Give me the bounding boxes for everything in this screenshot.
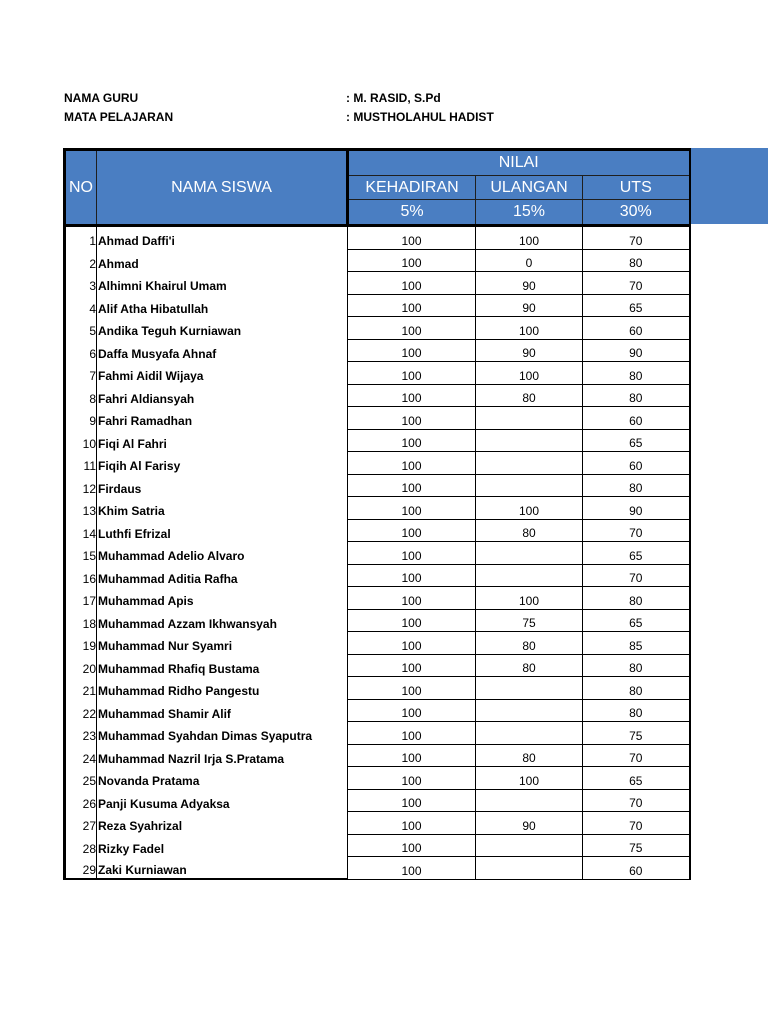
row-number: 20 xyxy=(65,654,97,677)
table-row xyxy=(65,497,690,520)
ulangan-value: 0 xyxy=(476,249,583,272)
kehadiran-value: 100 xyxy=(348,226,476,250)
uts-value: 80 xyxy=(583,362,690,385)
ulangan-value: 90 xyxy=(476,339,583,362)
header-fill-extension xyxy=(686,148,768,224)
student-name: Muhammad Aditia Rafha xyxy=(97,564,348,587)
student-name: Ahmad Daffi'i xyxy=(97,226,348,250)
header-pct-ulangan: 15% xyxy=(476,200,583,226)
kehadiran-value: 100 xyxy=(348,564,476,587)
header-pct-kehadiran: 5% xyxy=(348,200,476,226)
student-name: Muhammad Adelio Alvaro xyxy=(97,542,348,565)
student-name: Andika Teguh Kurniawan xyxy=(97,317,348,340)
student-name: Fahri Aldiansyah xyxy=(97,384,348,407)
ulangan-value: 100 xyxy=(476,587,583,610)
row-number: 8 xyxy=(65,384,97,407)
table-row xyxy=(65,744,690,767)
kehadiran-value: 100 xyxy=(348,362,476,385)
kehadiran-value: 100 xyxy=(348,654,476,677)
kehadiran-value: 100 xyxy=(348,272,476,295)
row-number: 14 xyxy=(65,519,97,542)
uts-value: 70 xyxy=(583,564,690,587)
table-row xyxy=(65,654,690,677)
row-number: 12 xyxy=(65,474,97,497)
kehadiran-value: 100 xyxy=(348,834,476,857)
row-number: 2 xyxy=(65,249,97,272)
table-row xyxy=(65,317,690,340)
row-number: 25 xyxy=(65,767,97,790)
row-number: 13 xyxy=(65,497,97,520)
table-row xyxy=(65,362,690,385)
kehadiran-value: 100 xyxy=(348,384,476,407)
row-number: 10 xyxy=(65,429,97,452)
row-number: 26 xyxy=(65,789,97,812)
row-number: 6 xyxy=(65,339,97,362)
uts-value: 70 xyxy=(583,519,690,542)
row-number: 29 xyxy=(65,857,97,880)
student-name: Daffa Musyafa Ahnaf xyxy=(97,339,348,362)
kehadiran-value: 100 xyxy=(348,744,476,767)
table-row xyxy=(65,249,690,272)
kehadiran-value: 100 xyxy=(348,699,476,722)
table-row xyxy=(65,226,690,250)
student-name: Muhammad Azzam Ikhwansyah xyxy=(97,609,348,632)
student-name: Luthfi Efrizal xyxy=(97,519,348,542)
uts-value: 70 xyxy=(583,226,690,250)
table-row xyxy=(65,857,690,880)
ulangan-value xyxy=(476,429,583,452)
uts-value: 70 xyxy=(583,789,690,812)
row-number: 7 xyxy=(65,362,97,385)
row-number: 21 xyxy=(65,677,97,700)
ulangan-value: 90 xyxy=(476,272,583,295)
row-number: 5 xyxy=(65,317,97,340)
ulangan-value xyxy=(476,474,583,497)
kehadiran-value: 100 xyxy=(348,474,476,497)
header-uts: UTS xyxy=(583,176,690,200)
ulangan-value: 75 xyxy=(476,609,583,632)
student-name: Panji Kusuma Adyaksa xyxy=(97,789,348,812)
ulangan-value: 100 xyxy=(476,362,583,385)
uts-value: 60 xyxy=(583,452,690,475)
student-name: Alhimni Khairul Umam xyxy=(97,272,348,295)
student-name: Reza Syahrizal xyxy=(97,812,348,835)
uts-value: 75 xyxy=(583,722,690,745)
header-nilai: NILAI xyxy=(348,150,690,176)
table-row xyxy=(65,564,690,587)
student-name: Rizky Fadel xyxy=(97,834,348,857)
mata-pelajaran-value: : MUSTHOLAHUL HADIST xyxy=(346,110,494,124)
ulangan-value: 100 xyxy=(476,497,583,520)
table-row xyxy=(65,834,690,857)
uts-value: 70 xyxy=(583,272,690,295)
kehadiran-value: 100 xyxy=(348,587,476,610)
row-number: 18 xyxy=(65,609,97,632)
grade-table xyxy=(63,148,691,880)
table-row xyxy=(65,722,690,745)
uts-value: 80 xyxy=(583,249,690,272)
uts-value: 80 xyxy=(583,384,690,407)
row-number: 23 xyxy=(65,722,97,745)
uts-value: 70 xyxy=(583,812,690,835)
nama-guru-value: : M. RASID, S.Pd xyxy=(346,91,441,105)
kehadiran-value: 100 xyxy=(348,677,476,700)
row-number: 16 xyxy=(65,564,97,587)
row-number: 27 xyxy=(65,812,97,835)
row-number: 15 xyxy=(65,542,97,565)
row-number: 11 xyxy=(65,452,97,475)
ulangan-value xyxy=(476,857,583,880)
nama-guru-label: NAMA GURU xyxy=(64,91,139,105)
student-name: Muhammad Rhafiq Bustama xyxy=(97,654,348,677)
table-row xyxy=(65,767,690,790)
uts-value: 90 xyxy=(583,339,690,362)
header-kehadiran: KEHADIRAN xyxy=(348,176,476,200)
table-row xyxy=(65,609,690,632)
table-row xyxy=(65,272,690,295)
ulangan-value xyxy=(476,677,583,700)
header-pct-uts: 30% xyxy=(583,200,690,226)
row-number: 1 xyxy=(65,226,97,250)
student-name: Muhammad Ridho Pangestu xyxy=(97,677,348,700)
student-name: Zaki Kurniawan xyxy=(97,857,348,880)
uts-value: 65 xyxy=(583,294,690,317)
uts-value: 80 xyxy=(583,677,690,700)
uts-value: 75 xyxy=(583,834,690,857)
student-name: Muhammad Nazril Irja S.Pratama xyxy=(97,744,348,767)
student-name: Novanda Pratama xyxy=(97,767,348,790)
student-name: Alif Atha Hibatullah xyxy=(97,294,348,317)
table-row xyxy=(65,542,690,565)
student-name: Muhammad Syahdan Dimas Syaputra xyxy=(97,722,348,745)
table-row xyxy=(65,429,690,452)
table-row xyxy=(65,294,690,317)
uts-value: 85 xyxy=(583,632,690,655)
uts-value: 70 xyxy=(583,744,690,767)
header-nama-siswa: NAMA SISWA xyxy=(97,150,348,226)
table-row xyxy=(65,519,690,542)
table-row xyxy=(65,812,690,835)
student-name: Muhammad Apis xyxy=(97,587,348,610)
uts-value: 80 xyxy=(583,654,690,677)
uts-value: 65 xyxy=(583,609,690,632)
header-ulangan: ULANGAN xyxy=(476,176,583,200)
ulangan-value: 80 xyxy=(476,744,583,767)
student-name: Fahri Ramadhan xyxy=(97,407,348,430)
kehadiran-value: 100 xyxy=(348,429,476,452)
ulangan-value xyxy=(476,542,583,565)
ulangan-value: 100 xyxy=(476,767,583,790)
row-number: 3 xyxy=(65,272,97,295)
student-name: Fahmi Aidil Wijaya xyxy=(97,362,348,385)
student-name: Fiqi Al Fahri xyxy=(97,429,348,452)
row-number: 4 xyxy=(65,294,97,317)
table-row xyxy=(65,384,690,407)
ulangan-value: 80 xyxy=(476,632,583,655)
row-number: 22 xyxy=(65,699,97,722)
ulangan-value: 90 xyxy=(476,812,583,835)
ulangan-value xyxy=(476,699,583,722)
uts-value: 60 xyxy=(583,317,690,340)
uts-value: 65 xyxy=(583,429,690,452)
kehadiran-value: 100 xyxy=(348,812,476,835)
table-row xyxy=(65,677,690,700)
uts-value: 60 xyxy=(583,857,690,880)
row-number: 24 xyxy=(65,744,97,767)
kehadiran-value: 100 xyxy=(348,789,476,812)
table-row xyxy=(65,339,690,362)
table-row xyxy=(65,407,690,430)
ulangan-value xyxy=(476,789,583,812)
student-name: Ahmad xyxy=(97,249,348,272)
uts-value: 65 xyxy=(583,767,690,790)
uts-value: 80 xyxy=(583,587,690,610)
kehadiran-value: 100 xyxy=(348,249,476,272)
ulangan-value xyxy=(476,407,583,430)
row-number: 17 xyxy=(65,587,97,610)
ulangan-value xyxy=(476,452,583,475)
kehadiran-value: 100 xyxy=(348,339,476,362)
uts-value: 60 xyxy=(583,407,690,430)
kehadiran-value: 100 xyxy=(348,632,476,655)
kehadiran-value: 100 xyxy=(348,767,476,790)
row-number: 28 xyxy=(65,834,97,857)
uts-value: 80 xyxy=(583,474,690,497)
mata-pelajaran-label: MATA PELAJARAN xyxy=(64,110,174,124)
kehadiran-value: 100 xyxy=(348,542,476,565)
ulangan-value: 80 xyxy=(476,384,583,407)
table-row xyxy=(65,699,690,722)
kehadiran-value: 100 xyxy=(348,722,476,745)
row-number: 19 xyxy=(65,632,97,655)
ulangan-value xyxy=(476,564,583,587)
uts-value: 65 xyxy=(583,542,690,565)
ulangan-value: 100 xyxy=(476,226,583,250)
kehadiran-value: 100 xyxy=(348,609,476,632)
ulangan-value xyxy=(476,722,583,745)
kehadiran-value: 100 xyxy=(348,452,476,475)
kehadiran-value: 100 xyxy=(348,857,476,880)
table-row xyxy=(65,474,690,497)
table-row xyxy=(65,789,690,812)
ulangan-value: 90 xyxy=(476,294,583,317)
student-name: Muhammad Nur Syamri xyxy=(97,632,348,655)
uts-value: 80 xyxy=(583,699,690,722)
student-name: Muhammad Shamir Alif xyxy=(97,699,348,722)
table-row xyxy=(65,632,690,655)
student-name: Firdaus xyxy=(97,474,348,497)
student-name: Khim Satria xyxy=(97,497,348,520)
header-no: NO xyxy=(65,150,97,226)
kehadiran-value: 100 xyxy=(348,317,476,340)
table-row xyxy=(65,587,690,610)
row-number: 9 xyxy=(65,407,97,430)
kehadiran-value: 100 xyxy=(348,407,476,430)
ulangan-value: 80 xyxy=(476,519,583,542)
ulangan-value xyxy=(476,834,583,857)
student-name: Fiqih Al Farisy xyxy=(97,452,348,475)
kehadiran-value: 100 xyxy=(348,519,476,542)
uts-value: 90 xyxy=(583,497,690,520)
ulangan-value: 80 xyxy=(476,654,583,677)
kehadiran-value: 100 xyxy=(348,497,476,520)
ulangan-value: 100 xyxy=(476,317,583,340)
table-row xyxy=(65,452,690,475)
kehadiran-value: 100 xyxy=(348,294,476,317)
